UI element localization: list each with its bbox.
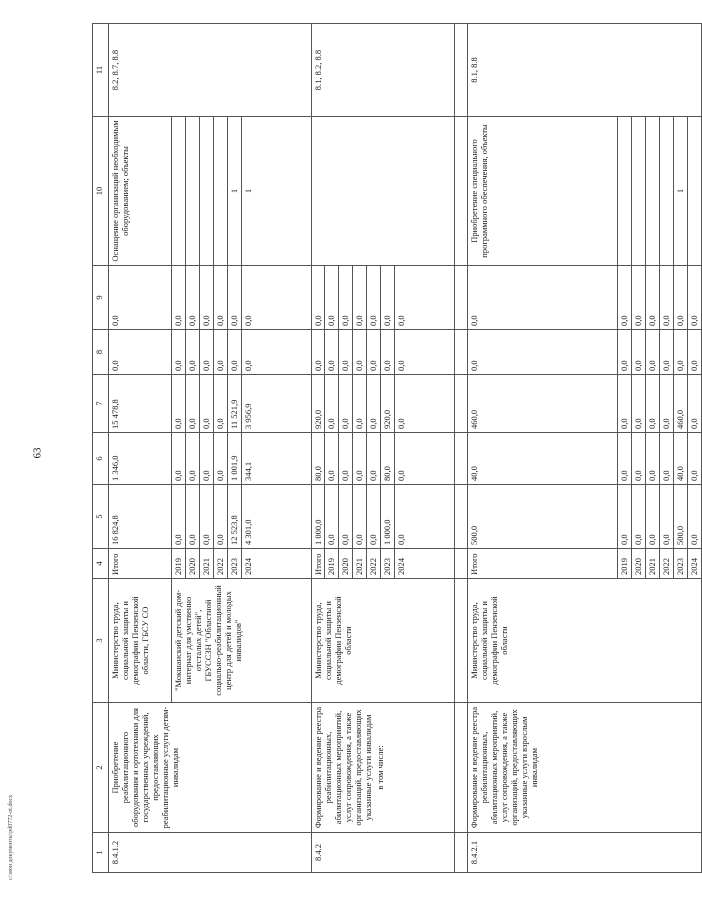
cell [200, 117, 214, 266]
cell: 0,0 [242, 330, 312, 375]
cell: 0,0 [312, 330, 325, 375]
row-result: Оснащение организаций необходимым оборудованием; объекты [109, 117, 172, 266]
cell: 0,0 [353, 330, 367, 375]
header-cell: 5 [93, 485, 109, 549]
cell: 0,0 [325, 330, 339, 375]
cell: 2023 [674, 549, 688, 579]
cell: 0,0 [200, 433, 214, 485]
cell: 1 001,9 [228, 433, 242, 485]
cell: 0,0 [214, 266, 228, 330]
cell: 2024 [242, 549, 312, 579]
cell: 4 301,0 [242, 485, 312, 549]
cell: 0,0 [339, 330, 353, 375]
cell: 0,0 [632, 485, 646, 549]
cell [186, 117, 200, 266]
cell: 0,0 [674, 266, 688, 330]
cell: 0,0 [214, 375, 228, 433]
cell [455, 703, 468, 833]
cell: 2022 [660, 549, 674, 579]
cell [455, 579, 468, 703]
cell: 0,0 [325, 485, 339, 549]
header-cell: 1 [93, 833, 109, 873]
cell [455, 375, 468, 433]
cell: 0,0 [172, 266, 186, 330]
cell: 1 [674, 117, 688, 266]
cell [646, 117, 660, 266]
table-row [468, 24, 618, 873]
cell: 920,0 [381, 375, 395, 433]
cell: 0,0 [381, 266, 395, 330]
cell: 500,0 [674, 485, 688, 549]
cell [688, 117, 702, 266]
cell: 0,0 [339, 375, 353, 433]
blank-row [455, 24, 468, 873]
cell: 0,0 [395, 330, 455, 375]
cell: 2023 [381, 549, 395, 579]
row-code: 8.4.1.2 [109, 833, 312, 873]
cell: 0,0 [325, 266, 339, 330]
cell [455, 330, 468, 375]
cell: 0,0 [395, 433, 455, 485]
cell: 2022 [367, 549, 381, 579]
cell: 2024 [395, 549, 455, 579]
cell: 2019 [172, 549, 186, 579]
cell: Итого [312, 549, 325, 579]
cell: 0,0 [353, 266, 367, 330]
cell: 0,0 [312, 266, 325, 330]
cell: 0,0 [660, 433, 674, 485]
cell: 920,0 [312, 375, 325, 433]
cell: 2020 [632, 549, 646, 579]
cell: 0,0 [339, 485, 353, 549]
cell [660, 117, 674, 266]
cell: 0,0 [618, 330, 632, 375]
cell: 0,0 [660, 330, 674, 375]
header-cell: 8 [93, 330, 109, 375]
cell [214, 117, 228, 266]
cell: 2023 [228, 549, 242, 579]
cell: 0,0 [618, 485, 632, 549]
row-name: Приобретение реабилитационного оборудования и ортотехники для государственных учреждений, предоставляющих реабилитационные услуги детям-инвалидам [109, 703, 312, 833]
cell: 0,0 [172, 485, 186, 549]
cell [172, 117, 186, 266]
cell: 460,0 [674, 375, 688, 433]
cell: 0,0 [646, 266, 660, 330]
cell: 0,0 [325, 375, 339, 433]
cell: 0,0 [395, 375, 455, 433]
cell [455, 485, 468, 549]
cell [618, 117, 632, 266]
cell: 0,0 [172, 433, 186, 485]
cell: 1 [242, 117, 312, 266]
cell: 0,0 [109, 330, 172, 375]
cell: 0,0 [353, 485, 367, 549]
executor-line: ГБУССЗН "Областной социально-реабилитационный центр для детей и молодых инвалидов" [203, 585, 243, 696]
cell: 0,0 [688, 266, 702, 330]
cell: 40,0 [674, 433, 688, 485]
cell: 0,0 [228, 266, 242, 330]
cell: 460,0 [468, 375, 618, 433]
cell: 0,0 [353, 433, 367, 485]
header-cell: 6 [93, 433, 109, 485]
cell: 0,0 [688, 433, 702, 485]
cell [455, 433, 468, 485]
row-executor [172, 579, 312, 703]
cell: Итого [468, 549, 618, 579]
cell: 0,0 [660, 266, 674, 330]
cell: 0,0 [186, 375, 200, 433]
cell: 16 824,8 [109, 485, 172, 549]
cell: 0,0 [688, 485, 702, 549]
cell: 0,0 [367, 266, 381, 330]
cell: 0,0 [172, 375, 186, 433]
cell: 40,0 [468, 433, 618, 485]
cell: 2021 [353, 549, 367, 579]
cell: 80,0 [312, 433, 325, 485]
rotated-table-container [92, 24, 699, 873]
cell: 500,0 [468, 485, 618, 549]
cell [455, 266, 468, 330]
header-cell: 10 [93, 117, 109, 266]
cell: 2019 [618, 549, 632, 579]
in-that-label: в том числе: [375, 745, 385, 790]
cell: 0,0 [200, 485, 214, 549]
row-indicators: 8.2, 8.7, 8.8 [109, 24, 312, 117]
cell: 2020 [339, 549, 353, 579]
cell: 15 478,8 [109, 375, 172, 433]
row-executor: Министерство труда, социальной защиты и демографии Пензенской области, ГБСУ СО [109, 579, 172, 703]
header-cell: 2 [93, 703, 109, 833]
cell: 80,0 [381, 433, 395, 485]
cell [455, 117, 468, 266]
cell: 0,0 [632, 330, 646, 375]
cell: 2021 [646, 549, 660, 579]
cell: 0,0 [660, 375, 674, 433]
cell: 11 521,9 [228, 375, 242, 433]
cell: 3 956,9 [242, 375, 312, 433]
cell: 0,0 [468, 330, 618, 375]
row-executor: Министерство труда, социальной защиты и демографии Пензенской области [468, 579, 702, 703]
cell [455, 24, 468, 117]
row-result [312, 117, 455, 266]
row-code: 8.4.2 [312, 833, 455, 873]
header-cell: 9 [93, 266, 109, 330]
cell: 0,0 [632, 375, 646, 433]
cell [455, 549, 468, 579]
cell: 0,0 [200, 330, 214, 375]
row-code: 8.4.2.1 [468, 833, 702, 873]
cell: 0,0 [186, 433, 200, 485]
cell: 0,0 [618, 266, 632, 330]
row-name [312, 703, 455, 833]
cell: 0,0 [646, 485, 660, 549]
cell: 2021 [200, 549, 214, 579]
cell: 0,0 [186, 266, 200, 330]
cell: 0,0 [172, 330, 186, 375]
cell: 0,0 [242, 266, 312, 330]
program-table [92, 23, 702, 873]
cell: 0,0 [632, 266, 646, 330]
cell: Итого [109, 549, 172, 579]
cell: 0,0 [468, 266, 618, 330]
cell: 0,0 [381, 330, 395, 375]
cell: 0,0 [186, 330, 200, 375]
header-cell: 11 [93, 24, 109, 117]
cell: 1 000,0 [312, 485, 325, 549]
header-cell: 4 [93, 549, 109, 579]
cell: 0,0 [618, 375, 632, 433]
cell: 0,0 [646, 375, 660, 433]
cell: 0,0 [228, 330, 242, 375]
cell: 0,0 [214, 433, 228, 485]
footer-path: c:\мои документы\pd0772-ot.docx [8, 794, 14, 880]
cell: 0,0 [660, 485, 674, 549]
cell: 0,0 [367, 330, 381, 375]
cell [455, 833, 468, 873]
cell: 0,0 [214, 485, 228, 549]
row-indicators: 8.1, 8.2, 8.8 [312, 24, 455, 117]
cell: 0,0 [200, 266, 214, 330]
cell: 1 [228, 117, 242, 266]
cell: 0,0 [325, 433, 339, 485]
cell: 0,0 [186, 485, 200, 549]
cell: 2020 [186, 549, 200, 579]
row-result: Приобретение специального программного обеспечения, объекты [468, 117, 618, 266]
cell: 0,0 [214, 330, 228, 375]
row-name: Формирование и ведение реестра реабилитационных, абилитационных мероприятий, услуг сопровождения, а также организаций, предоставляющих указанные услуги взрослым инвалидам [468, 703, 702, 833]
cell: 0,0 [632, 433, 646, 485]
cell: 0,0 [395, 266, 455, 330]
cell: 0,0 [395, 485, 455, 549]
cell: 0,0 [688, 375, 702, 433]
header-cell: 7 [93, 375, 109, 433]
cell: 2019 [325, 549, 339, 579]
cell [632, 117, 646, 266]
cell: 0,0 [339, 266, 353, 330]
cell: 2024 [688, 549, 702, 579]
cell: 0,0 [339, 433, 353, 485]
cell: 0,0 [367, 375, 381, 433]
table-row [312, 24, 325, 873]
executor-line: "Мокшанский детский дом-интернат для умственно отсталых детей", [173, 590, 203, 691]
cell: 0,0 [646, 433, 660, 485]
row-name-text: Формирование и ведение реестра реабилитационных, абилитационных мероприятий, услуг сопровождения, а также организаций, предоставляющих указанные услуги инвалидам [313, 706, 373, 829]
cell: 0,0 [688, 330, 702, 375]
cell: 0,0 [367, 433, 381, 485]
row-executor: Министерство труда, социальной защиты и демографии Пензенской области [312, 579, 455, 703]
cell: 0,0 [618, 433, 632, 485]
header-cell: 3 [93, 579, 109, 703]
page-number: 63 [31, 447, 44, 459]
cell: 0,0 [353, 375, 367, 433]
cell: 0,0 [646, 330, 660, 375]
table-body [93, 24, 702, 873]
header-row [93, 24, 109, 873]
cell: 0,0 [200, 375, 214, 433]
cell: 1 000,0 [381, 485, 395, 549]
cell: 0,0 [109, 266, 172, 330]
cell: 344,1 [242, 433, 312, 485]
cell: 2022 [214, 549, 228, 579]
cell: 0,0 [674, 330, 688, 375]
cell: 0,0 [367, 485, 381, 549]
cell: 12 523,8 [228, 485, 242, 549]
row-indicators: 8.1, 8.8 [468, 24, 702, 117]
cell: 1 346,0 [109, 433, 172, 485]
table-row [109, 24, 172, 873]
